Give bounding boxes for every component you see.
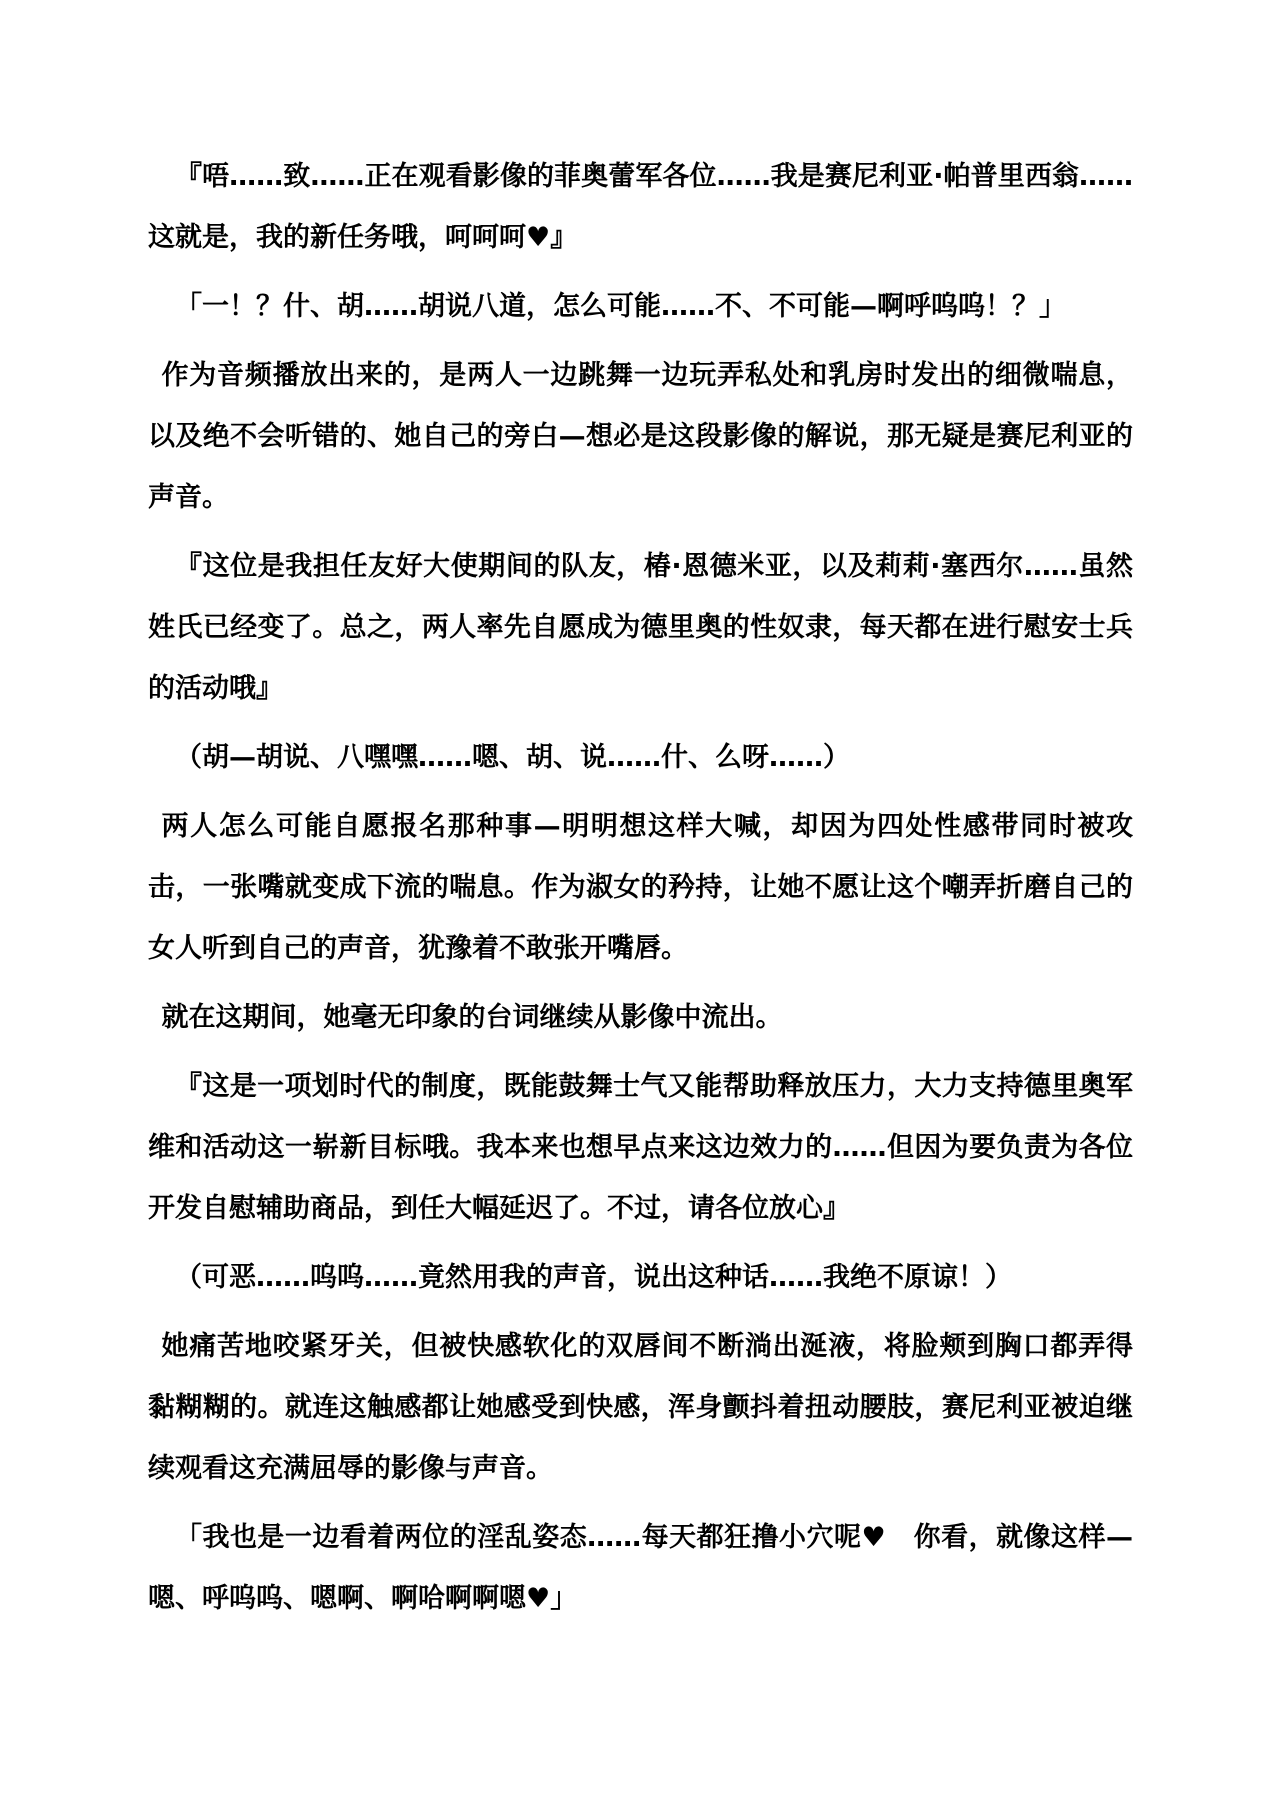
text-column: [148, 146, 1133, 1637]
paragraph: 就在这期间，她毫无印象的台词继续从影像中流出。: [161, 1002, 783, 1033]
paragraph: 『这位是我担任友好大使期间的队友，椿·恩德米亚，以及莉莉·塞西尔……虽然姓氏已经变了。总之，两人率先自愿成为德里奥的性奴隶，每天都在进行慰安士兵的活动哦』: [148, 551, 1133, 704]
paragraph: 两人怎么可能自愿报名那种事—明明想这样大喊，却因为四处性感带同时被攻击，一张嘴就变成下流的喘息。作为淑女的矜持，让她不愿让这个嘲弄折磨自己的女人听到自己的声音，犹豫着不敢张开嘴唇。: [148, 811, 1133, 964]
paragraph: 『这是一项划时代的制度，既能鼓舞士气又能帮助释放压力，大力支持德里奥军维和活动这一崭新目标哦。我本来也想早点来这边效力的……但因为要负责为各位开发自慰辅助商品，到任大幅延迟了。不过，请各位放心』: [148, 1071, 1133, 1224]
paragraph: 『唔……致……正在观看影像的菲奥蕾军各位……我是赛尼利亚·帕普里西翁……这就是，我的新任务哦，呵呵呵♥』: [148, 161, 1133, 253]
paragraph: 「我也是一边看着两位的淫乱姿态……每天都狂撸小穴呢♥ 你看，就像这样—嗯、呼呜呜、嗯啊、啊哈啊啊嗯♥」: [148, 1522, 1133, 1614]
paragraph: 「一！？什、胡……胡说八道，怎么可能……不、不可能—啊呼呜呜！？」: [175, 291, 1066, 322]
paragraph: （可恶……呜呜……竟然用我的声音，说出这种话……我绝不原谅！）: [175, 1262, 1012, 1293]
paragraph: （胡—胡说、八嘿嘿……嗯、胡、说……什、么呀……）: [175, 742, 850, 773]
paragraph: 作为音频播放出来的，是两人一边跳舞一边玩弄私处和乳房时发出的细微喘息，以及绝不会听错的、她自己的旁白—想必是这段影像的解说，那无疑是赛尼利亚的声音。: [148, 360, 1133, 513]
paragraph: 她痛苦地咬紧牙关，但被快感软化的双唇间不断淌出涎液，将脸颊到胸口都弄得黏糊糊的。就连这触感都让她感受到快感，浑身颤抖着扭动腰肢，赛尼利亚被迫继续观看这充满屈辱的影像与声音。: [148, 1331, 1133, 1484]
